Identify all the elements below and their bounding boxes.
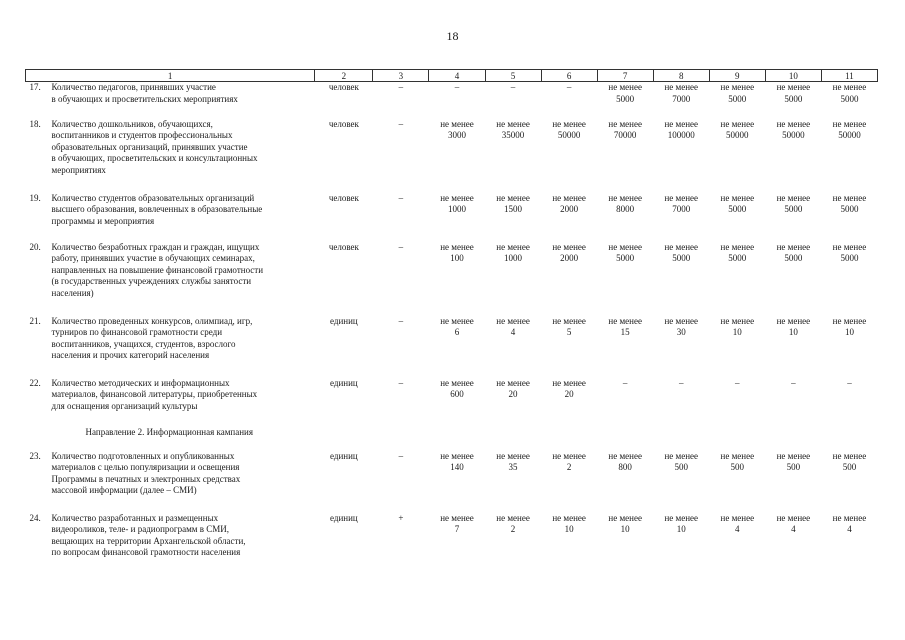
indicator-name: Количество безработных граждан и граждан, ищущих работу, принявших участие в обучающих семинарах, направленных на повышение финансовой грамотности (в государственных учреждениях службы занятости населения) [51,241,264,298]
value: не менее 2 [552,450,586,472]
value: – [398,241,404,252]
value-cell [373,378,429,427]
value-cell [709,513,765,563]
indicator-name-cell [26,378,315,427]
unit-cell: единиц [329,315,358,326]
indicator-name: Количество методических и информационных материалов, финансовой литературы, приобретенных для оснащения организаций культуры [51,377,258,411]
value: – [847,377,852,388]
value: – [454,82,460,92]
value: – [678,377,684,388]
value: не менее 2000 [552,241,586,263]
indicators-table [25,69,878,563]
value-cell [653,242,709,316]
value: не менее 6 [440,315,474,337]
column-header: 2 [315,70,373,82]
value: не менее 1500 [496,192,530,214]
value-cell [821,193,877,242]
column-header: 9 [709,70,765,82]
value: не менее 1000 [440,192,474,214]
value-cell [429,242,485,316]
column-header: 1 [26,70,315,82]
value-cell [821,378,877,427]
value-cell [821,119,877,193]
unit-cell: единиц [329,450,358,461]
value: не менее 15 [608,315,642,337]
row-number: 22. [29,377,41,388]
value: – [510,82,516,92]
indicator-name: Количество педагогов, принявших участие в обучающих и просветительских мероприятиях [51,82,238,104]
indicator-name: Количество разработанных и размещенных видеороликов, теле- и радиопрограмм в СМИ, вещающих на территории Архангельской области, по вопросам финансовой грамотности населения [51,512,246,557]
row-number: 17. [29,82,41,92]
table-row [26,316,878,378]
value-cell [653,513,709,563]
value: не менее 20 [552,377,586,399]
value: не менее 5000 [664,241,699,263]
value-cell [373,451,429,513]
value: не менее 7000 [664,82,699,104]
value-cell [653,82,709,119]
table-row [26,451,878,513]
value-cell [653,193,709,242]
value-cell [541,119,597,193]
value-cell [541,316,597,378]
value-cell [373,316,429,378]
value-cell [765,513,821,563]
indicator-name-cell [26,513,315,563]
value: – [398,450,404,461]
value: не менее 8000 [608,192,642,214]
value-cell [821,242,877,316]
value: не менее 10 [664,512,699,534]
value-cell [429,82,485,119]
value: не менее 35 [496,450,530,472]
value-cell [709,119,765,193]
value-cell [821,82,877,119]
value: – [566,82,572,92]
value-cell [373,82,429,119]
value-cell [821,316,877,378]
table-row [26,82,878,119]
value: не менее 1000 [496,241,530,263]
value: не менее 5000 [832,241,867,263]
indicator-name: Количество подготовленных и опубликованных материалов с целью популяризации и освещения Программы в печатных и электронных средствах массовой информации (далее – СМИ) [51,450,241,495]
value: не менее 7 [440,512,474,534]
column-header: 10 [765,70,821,82]
row-number: 21. [29,315,41,326]
value: не менее 500 [720,450,755,472]
value: – [791,377,796,388]
value: не менее 500 [832,450,867,472]
value: не менее 500 [664,450,699,472]
value-cell [765,82,821,119]
value: не менее 5000 [720,241,755,263]
value-cell [653,378,709,427]
row-number: 23. [29,450,41,461]
value: не менее 7000 [664,192,699,214]
value: не менее 10 [552,512,586,534]
table-header-row [26,70,878,82]
value-cell [485,451,541,513]
value: – [398,192,404,203]
value: не менее 5000 [832,192,867,214]
value: не менее 5000 [608,241,642,263]
value: – [398,82,404,92]
value: не менее 50000 [776,118,811,140]
value: не менее 4 [720,512,755,534]
value-cell [485,242,541,316]
row-number: 18. [29,118,41,129]
value: не менее 500 [776,450,811,472]
value-cell [373,242,429,316]
value: не менее 5000 [776,192,811,214]
value-cell [373,119,429,193]
value-cell [597,82,653,119]
unit-cell: человек [328,82,359,92]
value-cell [765,242,821,316]
indicator-name-cell [26,193,315,242]
table-row [26,242,878,316]
value-cell [429,316,485,378]
value: не менее 800 [608,450,642,472]
value: – [398,377,404,388]
value: – [398,315,404,326]
value: не менее 2000 [552,192,586,214]
value: не менее 2 [496,512,530,534]
row-number: 24. [29,512,41,523]
indicator-name-cell [26,451,315,513]
value: не менее 100 [440,241,474,263]
value-cell [765,316,821,378]
value: не менее 20 [496,377,530,399]
value: не менее 50000 [552,118,586,140]
column-header: 3 [373,70,429,82]
value: не менее 4 [496,315,530,337]
value: не менее 10 [608,512,642,534]
value: не менее 5000 [720,192,755,214]
indicator-name: Количество студентов образовательных организаций высшего образования, вовлеченных в образовательные программы и мероприятия [51,192,263,226]
value-cell [485,193,541,242]
column-header: 5 [485,70,541,82]
value-cell [541,513,597,563]
value-cell [485,378,541,427]
value-cell [765,451,821,513]
value-cell [485,513,541,563]
value-cell [541,193,597,242]
column-header: 7 [597,70,653,82]
unit-cell: единиц [329,512,358,523]
value-cell [373,193,429,242]
indicator-name-cell [26,82,315,119]
value-cell [597,242,653,316]
value-cell [821,451,877,513]
indicator-name: Количество проведенных конкурсов, олимпиад, игр, турниров по финансовой грамотности среди воспитанников, учащихся, студентов, взрослого населения и прочих категорий населения [51,315,253,360]
value-cell [429,513,485,563]
value-cell [709,378,765,427]
value: не менее 600 [440,377,474,399]
value-cell [373,513,429,563]
value-cell [709,193,765,242]
value: не менее 5000 [776,82,811,104]
value: не менее 3000 [440,118,474,140]
row-number: 19. [29,192,41,203]
indicator-name-cell [26,242,315,316]
value: – [622,377,628,388]
row-number: 20. [29,241,41,252]
value-cell [709,242,765,316]
value: – [398,118,404,129]
value: не менее 5 [552,315,586,337]
value-cell [597,378,653,427]
value-cell [765,378,821,427]
column-header: 4 [429,70,485,82]
value: не менее 5000 [776,241,811,263]
table-row [26,378,878,427]
page-number: 18 [446,29,459,43]
value-cell [485,82,541,119]
unit-cell: единиц [329,377,358,388]
value-cell [765,119,821,193]
value-cell [597,513,653,563]
value: не менее 100000 [664,118,699,140]
unit-cell: человек [328,118,359,129]
value-cell [541,82,597,119]
indicator-name-cell [26,316,315,378]
value: не менее 140 [440,450,474,472]
value: не менее 4 [776,512,811,534]
value-cell [429,378,485,427]
value-cell [709,316,765,378]
column-header: 11 [821,70,877,82]
value-cell [709,82,765,119]
table-row [26,193,878,242]
value-cell [541,451,597,513]
value: не менее 10 [720,315,755,337]
value-cell [653,119,709,193]
value-cell [597,451,653,513]
value: не менее 70000 [608,118,642,140]
value-cell [597,193,653,242]
value: – [735,377,740,388]
value: не менее 10 [776,315,811,337]
value: не менее 35000 [496,118,530,140]
value-cell [597,119,653,193]
value: не менее 4 [832,512,867,534]
value-cell [485,316,541,378]
indicator-name: Количество дошкольников, обучающихся, воспитанников и студентов профессиональных образовательных организаций, принявших участие в обучающих, просветительских и консультационных мероприятиях [51,118,258,175]
value-cell [709,451,765,513]
column-header: 6 [541,70,597,82]
value: не менее 5000 [720,82,755,104]
value: не менее 50000 [832,118,867,140]
section-row [26,427,878,451]
column-header: 8 [653,70,709,82]
value: не менее 5000 [832,82,867,104]
value: не менее 50000 [720,118,755,140]
table-row [26,119,878,193]
value-cell [541,378,597,427]
value-cell [485,119,541,193]
unit-cell: человек [328,192,359,203]
value-cell [429,451,485,513]
value-cell [653,316,709,378]
section-heading: Направление 2. Информационная кампания [85,426,253,437]
value-cell [765,193,821,242]
value-cell [429,119,485,193]
value: не менее 10 [832,315,867,337]
value: не менее 30 [664,315,699,337]
value-cell [541,242,597,316]
value-cell [429,193,485,242]
value-cell [597,316,653,378]
value-cell [821,513,877,563]
value: не менее 5000 [608,82,642,104]
value-cell [653,451,709,513]
unit-cell: человек [328,241,359,252]
table-row [26,513,878,563]
indicator-name-cell [26,119,315,193]
value: + [398,512,404,523]
